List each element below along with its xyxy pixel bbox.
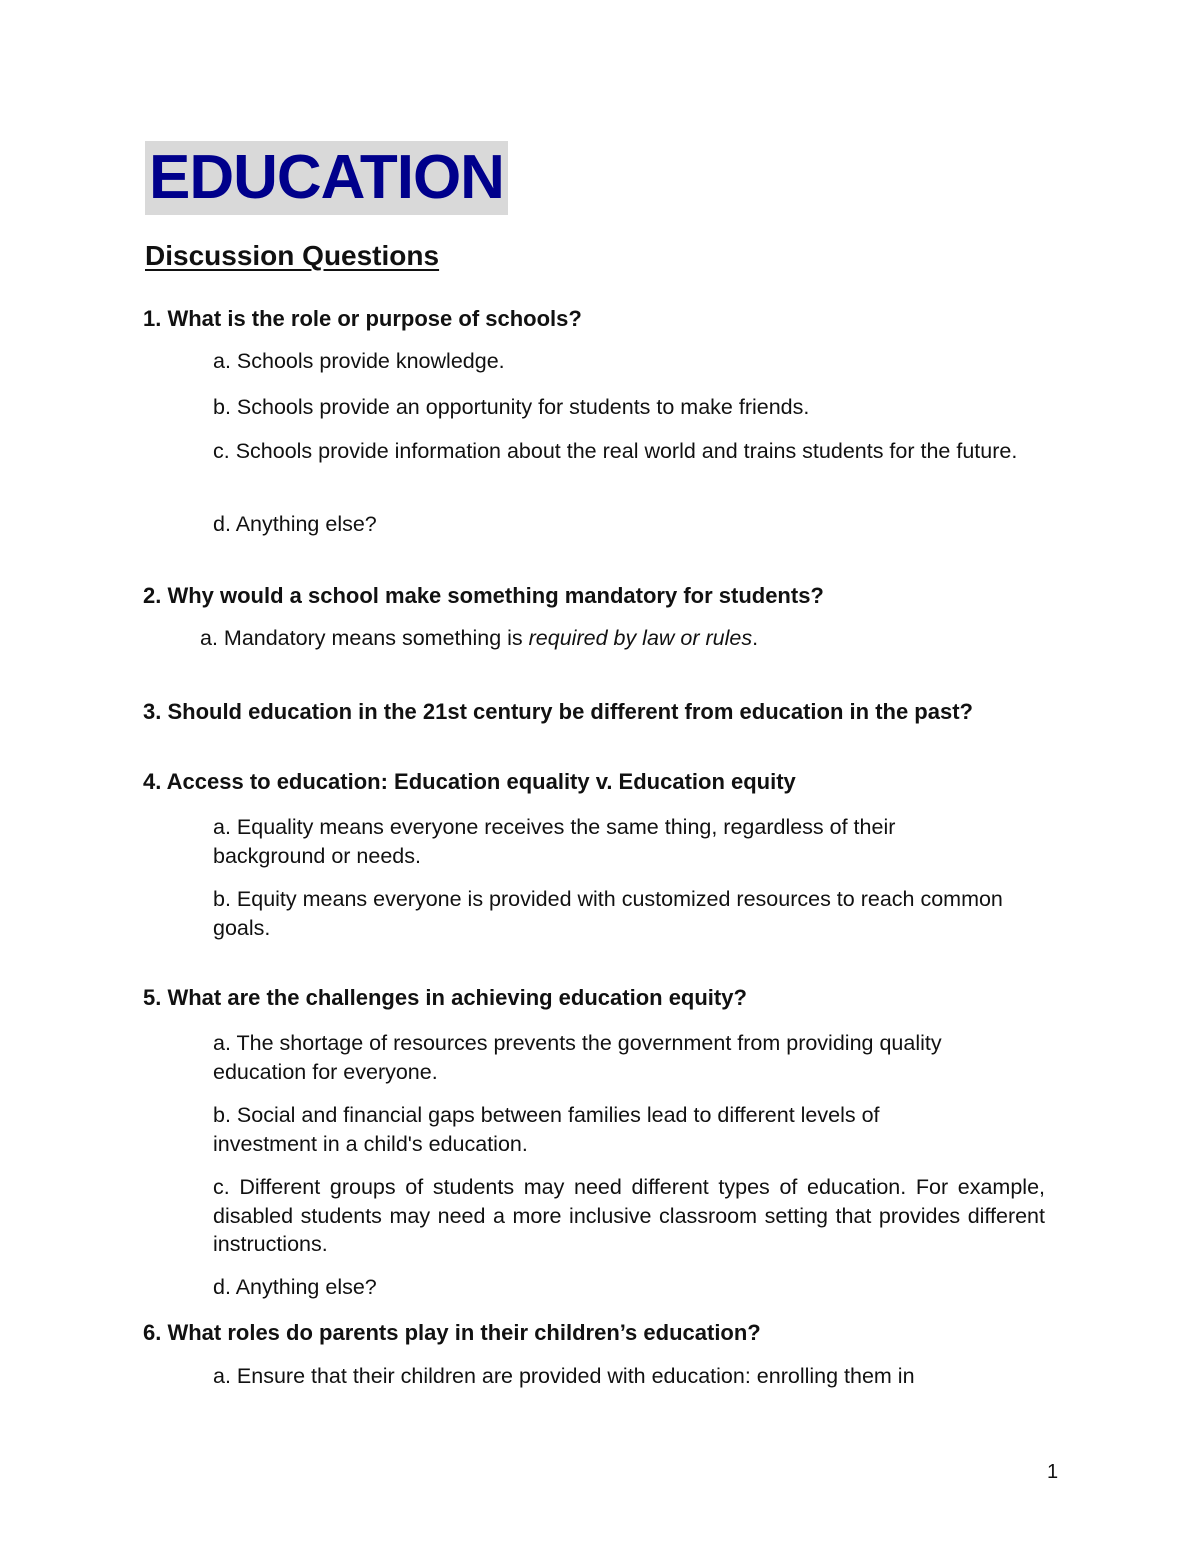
answer-1c: c. Schools provide information about the real world and trains students for the future.: [213, 439, 1018, 463]
section-heading: Discussion Questions: [145, 240, 440, 271]
question-5: 5. What are the challenges in achieving education equity?: [143, 985, 747, 1010]
answer-2a: [200, 624, 1032, 653]
question-3: 3. Should education in the 21st century be different from education in the past?: [143, 699, 973, 724]
answer-2a-suffix: .: [752, 626, 759, 650]
answer-5c: c. Different groups of students may need different types of education. For example, disabled students may need a more inclusive classroom setting that provides different instructions.: [213, 1175, 1045, 1256]
answer-5a: a. The shortage of resources prevents the government from providing quality education for everyone.: [213, 1031, 942, 1084]
answer-2a-prefix: a. Mandatory means something is: [200, 626, 529, 650]
answer-1d: d. Anything else?: [213, 512, 377, 536]
document-title: EDUCATION: [145, 141, 508, 215]
question-2: 2. Why would a school make something mandatory for students?: [143, 583, 824, 608]
question-4: 4. Access to education: Education equality v. Education equity: [143, 769, 796, 794]
question-6: 6. What roles do parents play in their children’s education?: [143, 1320, 761, 1345]
page-number: 1: [1047, 1461, 1059, 1483]
answer-1b: b. Schools provide an opportunity for students to make friends.: [213, 395, 810, 419]
answer-5d: d. Anything else?: [213, 1275, 377, 1299]
answer-4b: b. Equity means everyone is provided with customized resources to reach common goals.: [213, 887, 1003, 940]
answer-6a: a. Ensure that their children are provided with education: enrolling them in: [213, 1364, 915, 1388]
answer-4a: a. Equality means everyone receives the same thing, regardless of their background or needs.: [213, 815, 896, 868]
answer-5b: b. Social and financial gaps between families lead to different levels of investment in a child's education.: [213, 1103, 880, 1156]
answer-1a: a. Schools provide knowledge.: [213, 349, 505, 373]
answer-2a-emphasis: required by law or rules: [528, 626, 753, 650]
question-1: 1. What is the role or purpose of schools?: [143, 306, 582, 331]
